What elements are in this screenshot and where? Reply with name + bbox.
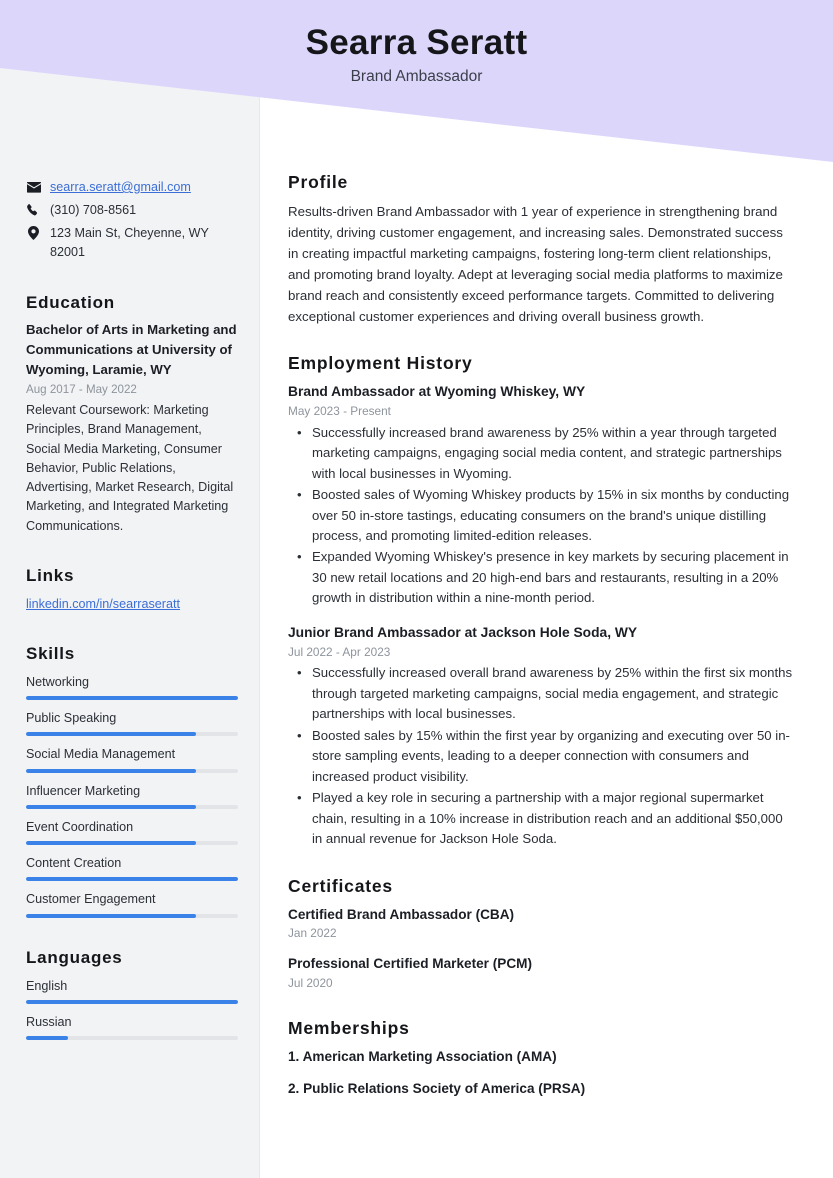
language-label: Russian (26, 1014, 72, 1029)
certificate-date: Jan 2022 (288, 926, 337, 941)
job-bullet: • Played a key role in securing a partnership with a major regional supermarket chain, resulting in a 10% increase in distribution reach and an additional $50,000 in annual revenue for Jackson Hole Soda. (288, 788, 795, 849)
job-bullet-list (288, 423, 795, 609)
skill-item (26, 854, 238, 881)
skill-item (26, 709, 238, 736)
skill-bar-fill (26, 805, 196, 809)
job-bullet: • Successfully increased overall brand awareness by 25% within the first six months through targeted marketing campaigns, social media engagement, and strategic partnerships with local businesses. (288, 663, 795, 724)
skill-item (26, 818, 238, 845)
phone-icon (26, 201, 41, 218)
job-bullet: • Successfully increased brand awareness by 25% within a year through targeted marketing campaigns, engaging social media content, and strategic partnerships with local businesses in Wyoming. (288, 423, 795, 484)
skill-label: Influencer Marketing (26, 783, 141, 798)
skill-bar-track (26, 696, 238, 700)
map-pin-icon (26, 224, 41, 241)
certificates-list (288, 905, 795, 993)
phone-value: (310) 708-8561 (50, 203, 137, 218)
skill-item (26, 673, 238, 700)
certificate-title: Certified Brand Ambassador (CBA) (288, 906, 515, 922)
job-bullet: • Boosted sales by 15% within the first year by organizing and executing over 50 in-store sampling events, leading to a deeper connection with consumers and increased product visibility. (288, 726, 795, 787)
employment-heading: Employment History (288, 353, 473, 373)
education-degree: Bachelor of Arts in Marketing and Communications at University of Wyoming, Laramie, WY (26, 321, 237, 377)
language-item (26, 1013, 238, 1040)
job-entry-date: May 2023 - Present (288, 404, 391, 418)
skill-item (26, 782, 238, 809)
certificate-entry (288, 905, 795, 943)
job-entry-title: Junior Brand Ambassador at Jackson Hole Soda, WY (288, 624, 638, 640)
job-bullet-list (288, 663, 795, 849)
education-heading: Education (26, 292, 115, 312)
memberships-heading: Memberships (288, 1018, 410, 1039)
main-column (260, 172, 833, 1125)
linkedin-link[interactable]: linkedin.com/in/searraseratt (26, 597, 180, 611)
job-entry-title: Brand Ambassador at Wyoming Whiskey, WY (288, 384, 586, 399)
certificate-entry (288, 954, 795, 992)
links-heading: Links (26, 566, 75, 585)
certificates-heading: Certificates (288, 875, 393, 896)
certificate-date: Jul 2020 (288, 975, 333, 990)
memberships-section (288, 1018, 795, 1098)
education-description: Relevant Coursework: Marketing Principles, Brand Management, Social Media Marketing, Consumer Behavior, Public Relations, Advertising, Market Research, Digital Marketing, and Integrated Marketing Communications. (26, 403, 234, 533)
language-item (26, 977, 238, 1004)
education-date: Aug 2017 - May 2022 (26, 382, 137, 396)
job-entry (288, 382, 795, 609)
languages-section (26, 948, 238, 1041)
job-entry-date: Jul 2022 - Apr 2023 (288, 644, 391, 659)
language-bar-fill (26, 1036, 68, 1040)
skill-label: Public Speaking (26, 711, 117, 726)
skill-label: Customer Engagement (26, 892, 156, 907)
skill-label: Content Creation (26, 856, 122, 871)
job-bullet: • Expanded Wyoming Whiskey's presence in key markets by securing placement in 30 new retail locations and 20 high-end bars and restaurants, resulting in a 20% growth in distribution within a nine-month period. (288, 547, 795, 608)
skills-section (26, 644, 238, 918)
employment-section (288, 353, 795, 850)
address-value: 123 Main St, Cheyenne, WY 82001 (50, 226, 209, 260)
memberships-list (288, 1047, 795, 1098)
links-section (26, 566, 238, 614)
skill-bar-track (26, 877, 238, 881)
contact-row-phone (26, 201, 238, 220)
skill-bar-track (26, 732, 238, 736)
certificate-title: Professional Certified Marketer (PCM) (288, 955, 532, 971)
language-bar-fill (26, 1000, 238, 1004)
contact-row-address (26, 224, 238, 262)
membership-item: 1. American Marketing Association (AMA) (288, 1049, 557, 1065)
profile-text: Results-driven Brand Ambassador with 1 year of experience in strengthening brand identity, driving customer engagement, and increasing sales. Demonstrated success in creating impactful marketing campaigns, fostering long-term client relationships, and promoting brand loyalty. Adept at leveraging social media platforms to maximize brand reach and consistently exceed performance targets. Committed to delivering exceptional customer experiences and driving overall business growth. (288, 204, 783, 324)
skill-label: Social Media Management (26, 747, 176, 762)
skill-item (26, 745, 238, 772)
skill-bar-track (26, 841, 238, 845)
language-bar-track (26, 1036, 238, 1040)
page-title: Searra Seratt (305, 23, 528, 62)
job-bullet: • Boosted sales of Wyoming Whiskey products by 15% in six months by conducting over 50 in-store tastings, educating consumers on the brand's unique distilling process, and promoting limited-edition releases. (288, 485, 795, 546)
profile-heading: Profile (288, 172, 349, 192)
skill-bar-track (26, 914, 238, 918)
skill-bar-track (26, 769, 238, 773)
profile-section (288, 172, 795, 327)
skill-label: Networking (26, 674, 89, 689)
certificates-section (288, 876, 795, 993)
membership-item: 2. Public Relations Society of America (PRSA) (288, 1081, 586, 1097)
skill-label: Event Coordination (26, 819, 134, 834)
email-link[interactable]: searra.seratt@gmail.com (50, 180, 191, 194)
languages-list (26, 977, 238, 1041)
education-section (26, 293, 238, 536)
sidebar (0, 172, 260, 1125)
skill-item (26, 890, 238, 917)
skills-heading: Skills (26, 643, 75, 663)
skill-bar-track (26, 805, 238, 809)
skill-bar-fill (26, 877, 238, 881)
skill-bar-fill (26, 914, 196, 918)
skill-bar-fill (26, 696, 238, 700)
jobs-list (288, 382, 795, 850)
contact-list (26, 178, 238, 263)
skills-list (26, 673, 238, 918)
job-entry (288, 623, 795, 850)
language-label: English (26, 978, 68, 993)
envelope-icon (26, 178, 41, 195)
job-title-subtitle: Brand Ambassador (350, 67, 483, 85)
skill-bar-fill (26, 769, 196, 773)
language-bar-track (26, 1000, 238, 1004)
skill-bar-fill (26, 732, 196, 736)
languages-heading: Languages (26, 947, 123, 967)
skill-bar-fill (26, 841, 196, 845)
contact-row-email (26, 178, 238, 197)
